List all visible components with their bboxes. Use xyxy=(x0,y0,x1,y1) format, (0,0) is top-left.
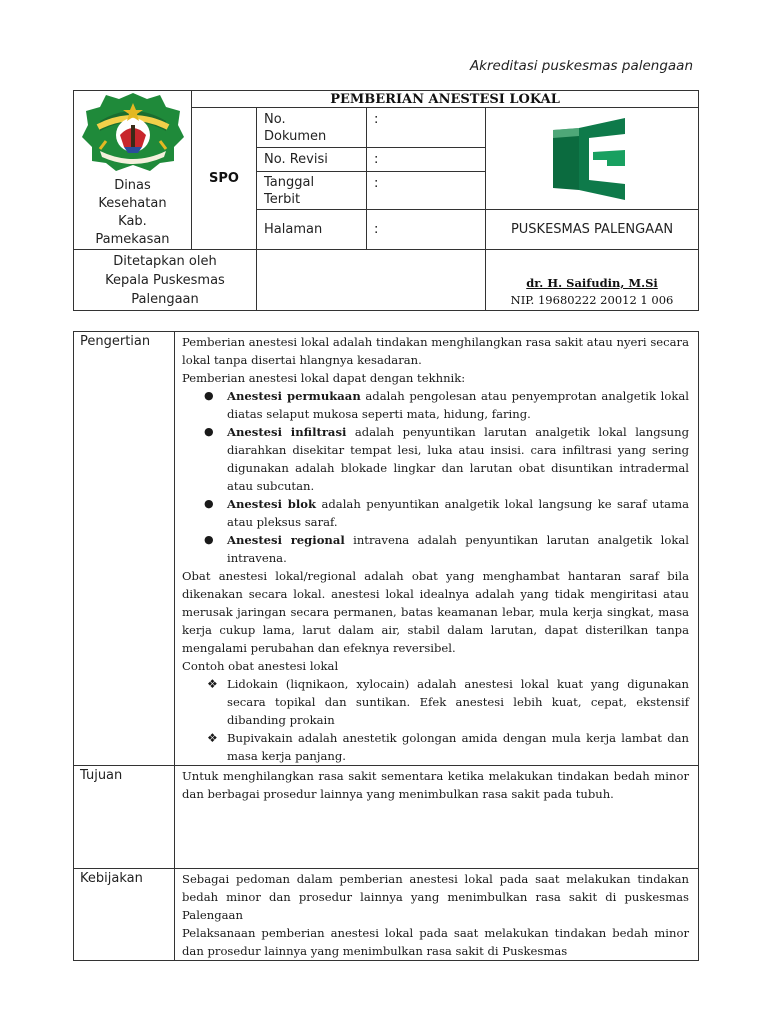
spo-label: SPO xyxy=(192,108,257,250)
pengertian-intro: Pemberian anestesi lokal adalah tindakan menghilangkan rasa sakit atau nyeri secara lokal tanpa disertai hlangnya kesadaran. xyxy=(182,335,689,367)
kebijakan-paragraph: Pelaksanaan pemberian anestesi lokal pada saat melakukan tindakan bedah minor dan prosedur lainnya yang menimbulkan rasa sakit di Puskesmas xyxy=(182,926,689,958)
puskesmas-name: PUSKESMAS PALENGAAN xyxy=(486,210,699,250)
tujuan-body: Untuk menghilangkan rasa sakit sementara ketika melakukan tindakan bedah minor dan berbagai prosedur lainnya yang menimbulkan rasa sakit pada tubuh. xyxy=(175,766,699,869)
obat-paragraph: Obat anestesi lokal/regional adalah obat yang menghambat hantaran saraf bila dikenakan secara lokal. anestesi lokal idealnya adalah yang tidak mengiritasi atau merusak jaringan secara permanen, batas keamanan lebar, mula kerja singkat, masa kerja cukup lama, larut dalam air, stabil dalam larutan, dapat disterilkan tanpa mengalami perubahan dan efeknya reversibel. xyxy=(182,569,689,655)
bullet-icon: ● xyxy=(204,533,214,546)
technique-description: intravena adalah penyuntikan larutan analgetik lokal intravena. xyxy=(227,533,690,565)
dinas-line: Kesehatan xyxy=(98,196,167,211)
dinas-line: Pamekasan xyxy=(95,232,170,247)
technique-item xyxy=(182,531,689,567)
kebijakan-paragraph: Sebagai pedoman dalam pemberian anestesi lokal pada saat melakukan tindakan bedah minor dan prosedur lainnya yang menimbulkan rasa sakit di puskesmas Palengaan xyxy=(182,872,689,922)
tujuan-label: Tujuan xyxy=(74,766,175,869)
tanggal-terbit-label-line: Tanggal xyxy=(264,174,315,190)
diamond-bullet-icon: ❖ xyxy=(207,677,218,691)
technique-item xyxy=(182,387,689,423)
no-dokumen-label-line: Dokumen xyxy=(264,128,327,144)
tanggal-terbit-label xyxy=(257,172,367,210)
technique-description: adalah penyuntikan analgetik lokal langsung ke saraf utama atau pleksus saraf. xyxy=(227,497,689,529)
pengertian-technique-intro: Pemberian anestesi lokal dapat dengan tekhnik: xyxy=(182,371,466,385)
ditetapkan-oleh xyxy=(74,250,257,311)
no-dokumen-label xyxy=(257,108,367,148)
technique-description: adalah penyuntikan larutan analgetik lokal langsung diarahkan disekitar tempat lesi, luka atau insisi. cara infiltrasi yang sering digunakan adalah blokade lingkar dan larutan obat disuntikan intradermal atau subcutan. xyxy=(227,425,690,493)
tanggal-terbit-value: : xyxy=(367,172,486,210)
signatory-nip: NIP. 19680222 20012 1 006 xyxy=(510,293,674,307)
contoh-obat-list xyxy=(182,675,689,765)
bullet-icon: ● xyxy=(204,425,214,438)
ditetapkan-line: Ditetapkan oleh xyxy=(113,253,217,269)
puskesmas-logo-cell xyxy=(486,108,699,210)
no-revisi-label: No. Revisi xyxy=(257,148,367,172)
contoh-obat-text: Lidokain (liqnikaon, xylocain) adalah anestesi lokal kuat yang digunakan secara topikal dan suntikan. Efek anestesi lebih kuat, cepat, ekstensif dibanding prokain xyxy=(227,677,689,727)
dinas-line: Dinas xyxy=(114,178,151,193)
signature-space xyxy=(257,250,486,311)
technique-item xyxy=(182,423,689,495)
document-title: PEMBERIAN ANESTESI LOKAL xyxy=(192,91,699,108)
contoh-obat-text: Bupivakain adalah anestetik golongan amida dengan mula kerja lambat dan masa kerja panjang. xyxy=(227,731,689,763)
contoh-obat-item xyxy=(182,729,689,765)
technique-item xyxy=(182,495,689,531)
halaman-label: Halaman xyxy=(257,210,367,250)
pamekasan-regency-emblem-icon xyxy=(80,91,186,171)
puskesmas-logo-icon xyxy=(549,116,635,202)
ditetapkan-line: Kepala Puskesmas xyxy=(105,272,225,288)
pengertian-body xyxy=(175,332,699,766)
spo-header-table xyxy=(73,90,699,311)
technique-name: Anestesi blok xyxy=(227,497,317,511)
technique-name: Anestesi regional xyxy=(227,533,345,547)
contoh-obat-item xyxy=(182,675,689,729)
pengertian-label: Pengertian xyxy=(74,332,175,766)
technique-description: adalah pengolesan atau penyemprotan analgetik lokal diatas selaput mukosa seperti mata, hidung, faring. xyxy=(227,389,689,421)
signatory-cell xyxy=(486,250,699,311)
technique-name: Anestesi infiltrasi xyxy=(227,425,347,439)
technique-list xyxy=(182,387,689,567)
dinas-cell xyxy=(74,91,192,250)
contoh-label: Contoh obat anestesi lokal xyxy=(182,659,339,673)
no-dokumen-label-line: No. xyxy=(264,111,286,127)
signatory-name: dr. H. Saifudin, M.Si xyxy=(526,276,658,290)
kebijakan-label: Kebijakan xyxy=(74,869,175,961)
procedure-content-table xyxy=(73,331,699,961)
diamond-bullet-icon: ❖ xyxy=(207,731,218,745)
technique-name: Anestesi permukaan xyxy=(227,389,361,403)
ditetapkan-line: Palengaan xyxy=(131,291,199,307)
bullet-icon: ● xyxy=(204,389,214,402)
dinas-line: Kab. xyxy=(118,214,147,229)
no-dokumen-value: : xyxy=(367,108,486,148)
kebijakan-body xyxy=(175,869,699,961)
tanggal-terbit-label-line: Terbit xyxy=(264,191,301,207)
document-header-caption: Akreditasi puskesmas palengaan xyxy=(469,58,693,74)
bullet-icon: ● xyxy=(204,497,214,510)
no-revisi-value: : xyxy=(367,148,486,172)
halaman-value: : xyxy=(367,210,486,250)
